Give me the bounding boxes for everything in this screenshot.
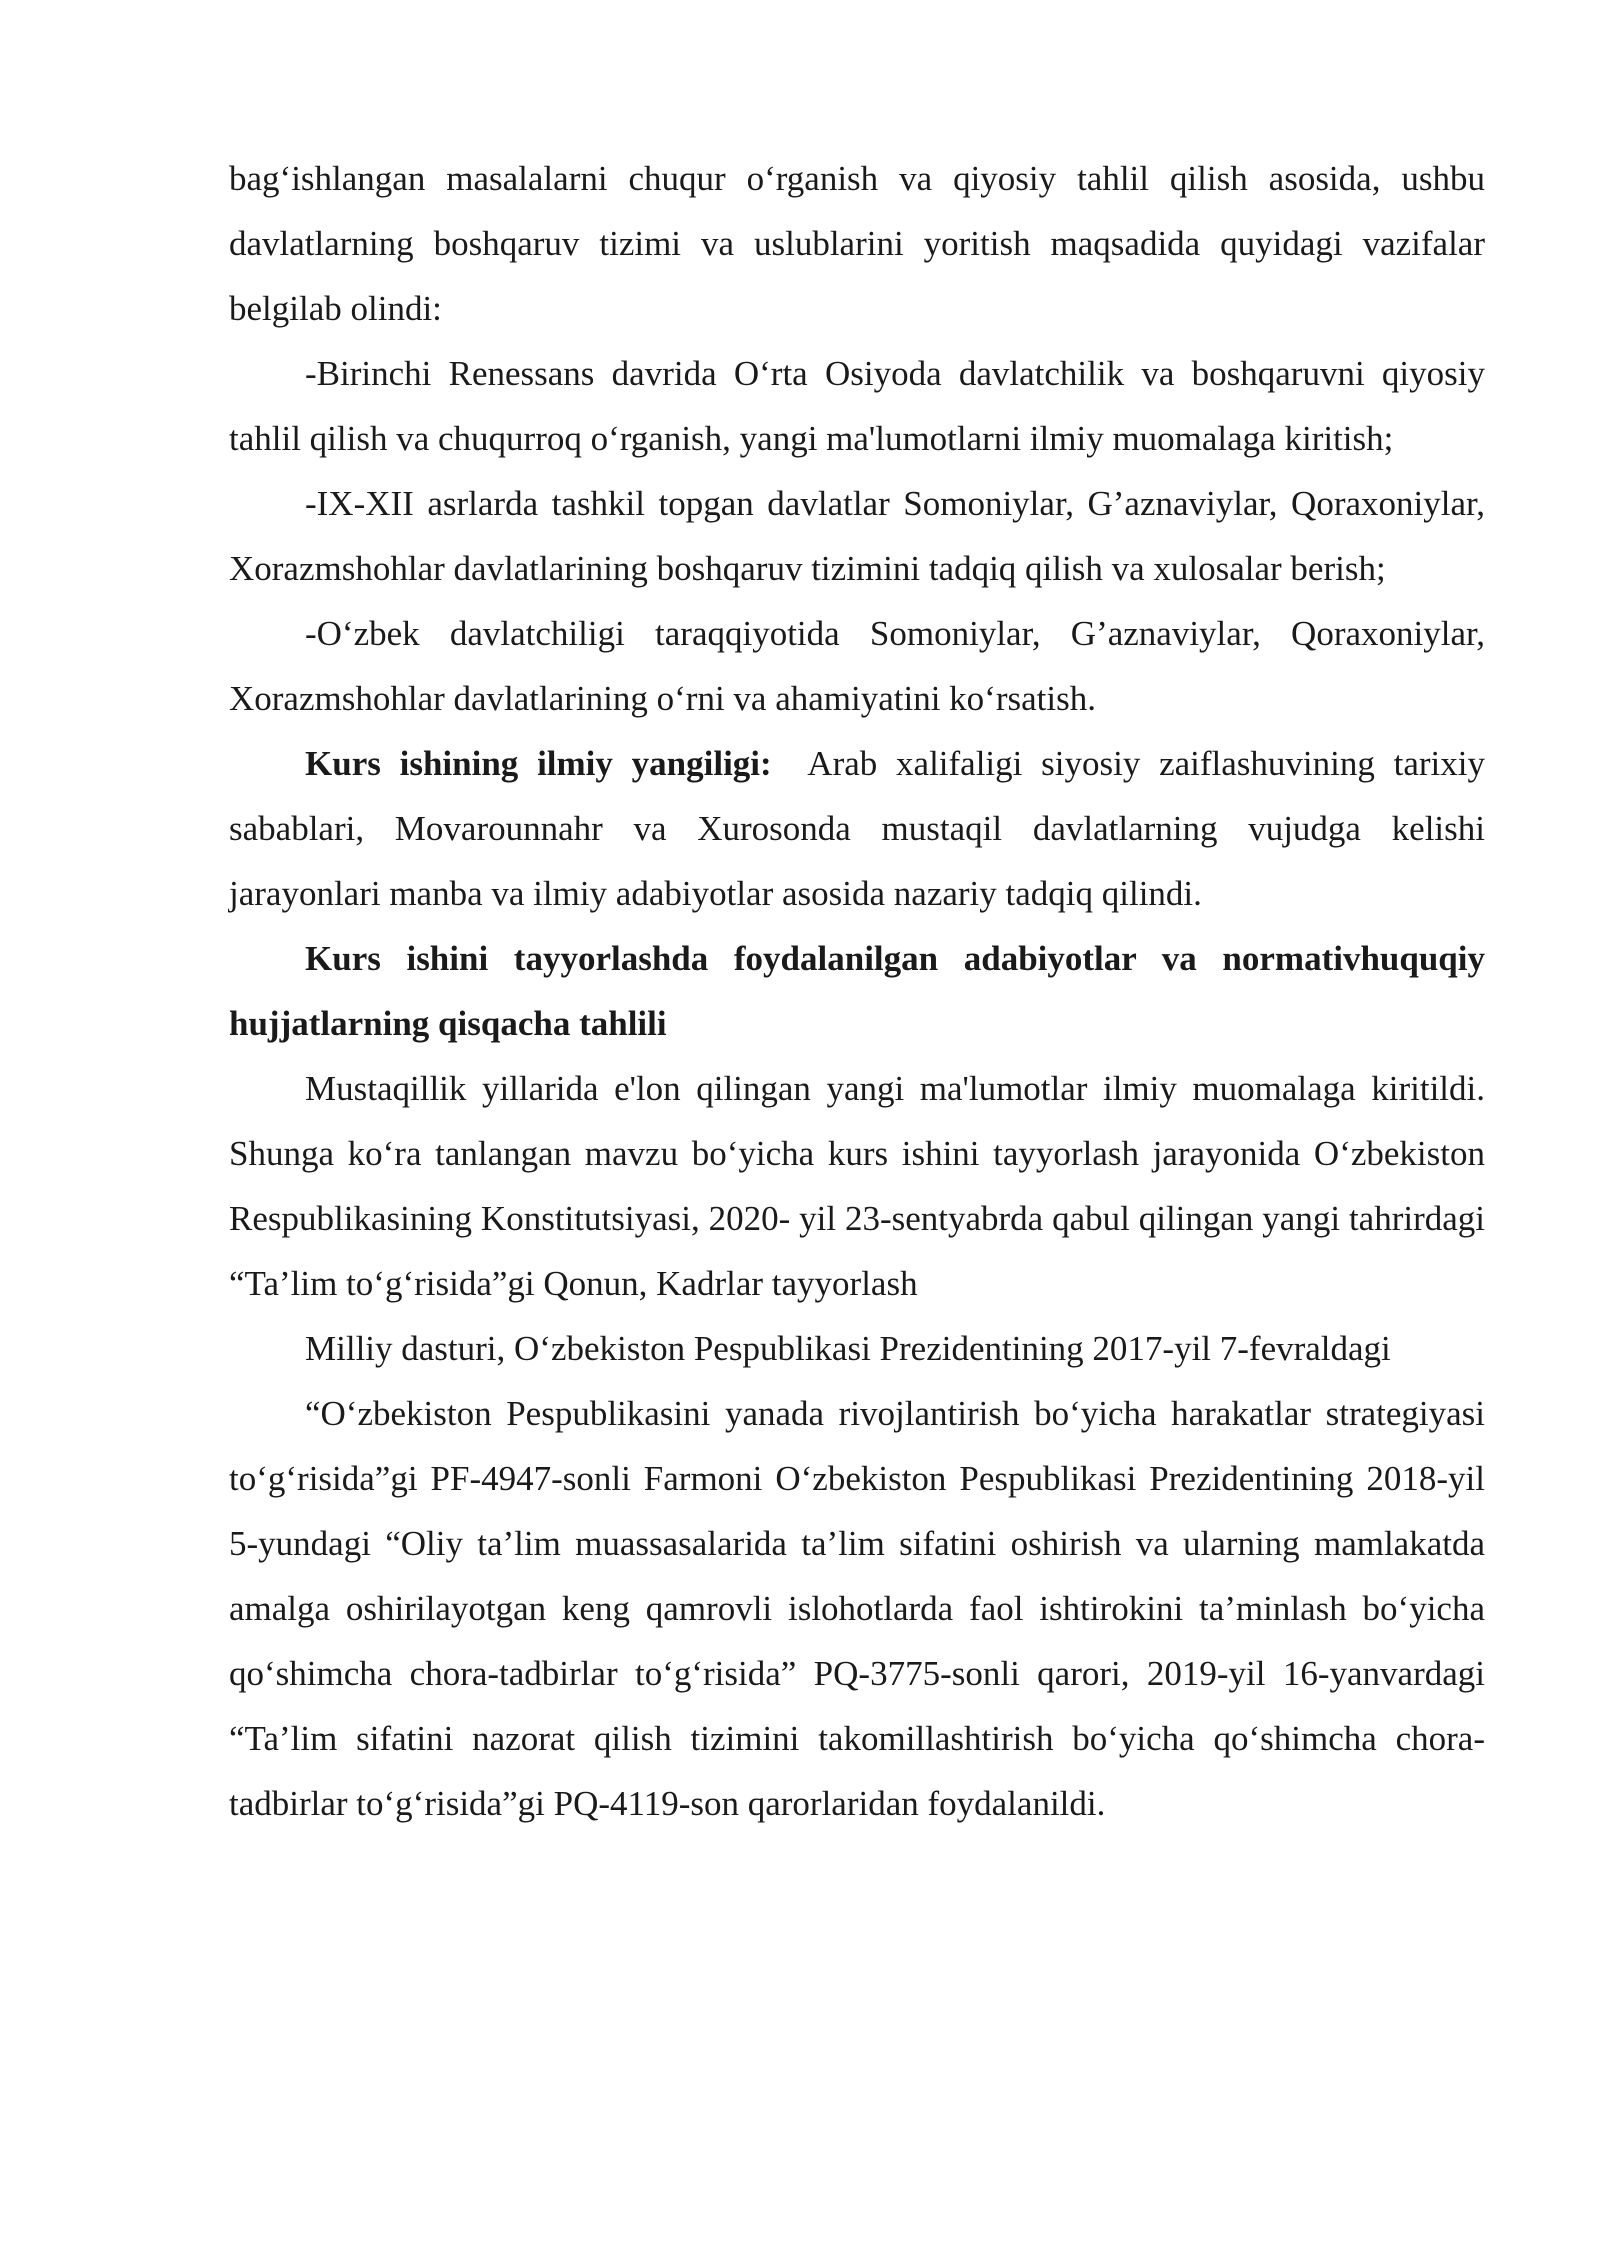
paragraph-literature-1: Mustaqillik yillarida e'lon qilingan yangi ma'lumotlar ilmiy muomalaga kiritildi. Shunga ko‘ra tanlangan mavzu bo‘yicha kurs ishini tayyorlash jarayonida O‘zbekiston Respublikasining Konstitutsiyasi, 2020- yil 23-sentyabrda qabul qilingan yangi tahrirdagi “Ta’lim to‘g‘risida”gi Qonun, Kadrlar tayyorlash bbox=[229, 1069, 1485, 1303]
paragraph-tasks-intro: bag‘ishlangan masalalarni chuqur o‘rganish va qiyosiy tahlil qilish asosida, ushbu davlatlarning boshqaruv tizimi va uslublarini yoritish maqsadida quyidagi vazifalar belgilab olindi: bbox=[229, 159, 1485, 328]
paragraph-task-3: -O‘zbek davlatchiligi taraqqiyotida Somoniylar, G’aznaviylar, Qoraxoniylar, Xorazmshohlar davlatlarining o‘rni va ahamiyatini ko‘rsatish. bbox=[229, 614, 1485, 718]
text-column bbox=[229, 146, 1485, 1836]
novelty-heading: Kurs ishining ilmiy yangiligi: bbox=[305, 744, 772, 783]
paragraph-task-1: -Birinchi Renessans davrida O‘rta Osiyoda davlatchilik va boshqaruvni qiyosiy tahlil qilish va chuqurroq o‘rganish, yangi ma'lumotlarni ilmiy muomalaga kiritish; bbox=[229, 354, 1485, 458]
paragraph-literature-3: “O‘zbekiston Pespublikasini yanada rivojlantirish bo‘yicha harakatlar strategiyasi to‘g‘risida”gi PF-4947-sonli Farmoni O‘zbekiston Pespublikasi Prezidentining 2018-yil 5-yundagi “Oliy ta’lim muassasalarida ta’lim sifatini oshirish va ularning mamlakatda amalga oshirilayotgan keng qamrovli islohotlarda faol ishtirokini ta’minlash bo‘yicha qo‘shimcha chora-tadbirlar to‘g‘risida” PQ-3775-sonli qarori, 2019-yil 16-yanvardagi “Ta’lim sifatini nazorat qilish tizimini takomillashtirish bo‘yicha qo‘shimcha chora-tadbirlar to‘g‘risida”gi PQ-4119-son qarorlaridan foydalanildi. bbox=[229, 1394, 1485, 1823]
paragraph-scientific-novelty bbox=[229, 731, 1485, 926]
paragraph-task-2: -IX-XII asrlarda tashkil topgan davlatlar Somoniylar, G’aznaviylar, Qoraxoniylar, Xorazmshohlar davlatlarining boshqaruv tizimini tadqiq qilish va xulosalar berish; bbox=[229, 484, 1485, 588]
paragraph-literature-2: Milliy dasturi, O‘zbekiston Pespublikasi Prezidentining 2017-yil 7-fevraldagi bbox=[305, 1329, 1391, 1368]
literature-review-heading: Kurs ishini tayyorlashda foydalanilgan adabiyotlar va normativhuquqiy hujjatlarning qisqacha tahlili bbox=[229, 939, 1485, 1043]
novelty-text: Arab xalifaligi siyosiy zaiflashuvining tarixiy sabablari, Movarounnahr va Xurosonda mustaqil davlatlarning vujudga kelishi jarayonlari manba va ilmiy adabiyotlar asosida nazariy tadqiq qilindi. bbox=[229, 744, 1485, 913]
